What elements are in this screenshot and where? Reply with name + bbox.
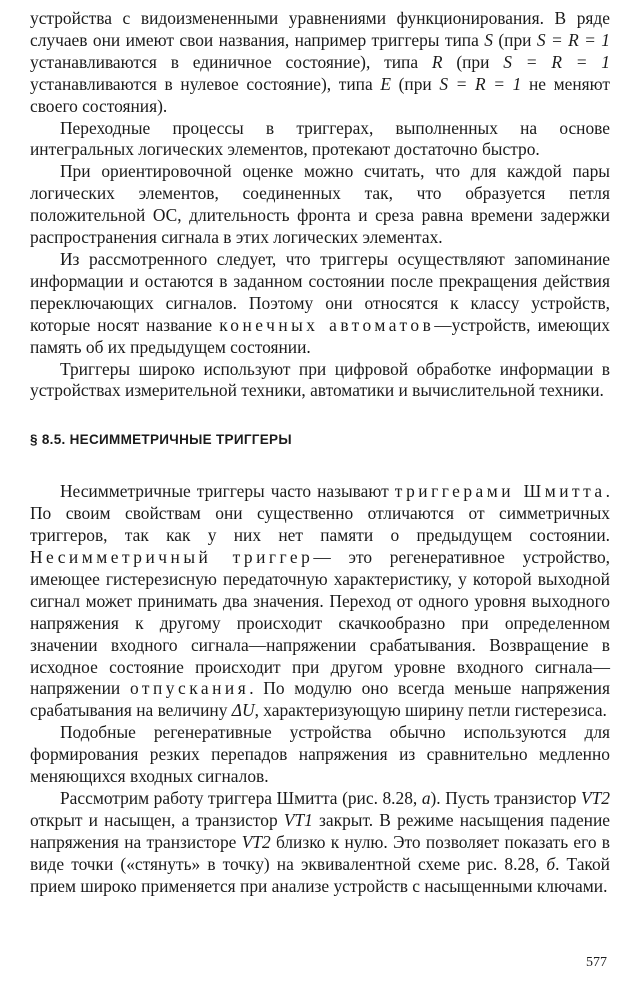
text-run: Рассмотрим работу триггера Шмитта (рис. 8.28, (60, 788, 422, 808)
symbol-delta-u: ΔU (231, 700, 255, 721)
paragraph-applications: Триггеры широко используют при цифровой обработке информации в устройствах измерительной техники, автоматики и вычислительной техники. (30, 358, 610, 401)
symbol-r: R (431, 51, 443, 72)
paragraph-transients: Переходные процессы в триггерах, выполненных на основе интегральных логических элементов, протекают достаточно быстро. (30, 117, 610, 160)
paragraph-memory (30, 249, 610, 359)
equation: S = R = 1 (439, 73, 522, 94)
text-run: —устройств, имеющих память об их предыдущем состоянии. (30, 314, 610, 357)
text-run: устанавливаются в единичное состояние), типа (30, 51, 432, 72)
paragraph-trigger-types (30, 8, 610, 118)
paragraph-regenerative: Подобные регенеративные устройства обычно используются для формирования резких перепадов напряжения из сравнительно медленно меняющихся входных сигналов. (30, 722, 610, 787)
text-run: . Такой прием широко применяется при анализе устройств с насыщенными ключами. (30, 853, 610, 896)
figure-ref: а (421, 788, 431, 808)
term-finite-automata: конечных автоматов (219, 314, 435, 335)
paragraph-schmitt-operation (30, 788, 610, 898)
text-run: , характеризующую ширину петли гистерезиса. (254, 700, 607, 721)
page-number: 577 (586, 955, 607, 970)
text-run: (при (492, 29, 537, 50)
text-run: . По своим свойствам они существенно отличаются от симметричных триггеров, так как у них нет памяти о предыдущем состоянии. (30, 481, 610, 546)
transistor-ref: VT2 (581, 788, 610, 808)
text-run: Несимметричные триггеры часто называют (60, 481, 395, 502)
page-body (30, 8, 610, 898)
term-schmitt-triggers: триггерами Шмитта (394, 481, 606, 502)
text-run: (при (390, 73, 440, 94)
transistor-ref: VT1 (283, 809, 313, 830)
text-run: ). Пусть транзистор (430, 788, 581, 808)
equation: S = R = 1 (503, 51, 611, 72)
text-run: Из рассмотренного следует, что триггеры осуществляют запоминание информации и остаются в заданном состоянии после прекращения действия переключающих сигналов. Поэтому они относятся к классу устройств, которые носят название (30, 248, 610, 335)
text-run: закрыт. В режиме насыщения падение напряжения на транзисторе (30, 809, 611, 852)
text-run: — это регенеративное устройство, имеющее гистерезисную передаточную характеристику, у которой выходной сигнал может принимать два значения. Переход от одного уровня выходного напряжения к другому происходит скачкообразно при определенном значении входного сигнала—напряжении срабатывания. Возвращение в исходное состояние происходит при другом уровне входного сигнала—напряжении (30, 547, 611, 699)
text-run: устройства с видоизмененными уравнениями функционирования. В ряде случаев они имеют свои названия, например триггеры типа (30, 8, 610, 50)
paragraph-estimate: При ориентировочной оценке можно считать, что для каждой пары логических элементов, соединенных так, что образуется петля положительной ОС, длительность фронта и среза равна времени задержки распространения сигнала в этих логических элементах. (30, 161, 610, 248)
text-run: . По модулю оно всегда меньше напряжения срабатывания на величину (30, 678, 610, 721)
term-release: отпускания (129, 678, 250, 699)
symbol-s: S (484, 29, 493, 50)
term-asymmetric-trigger: Несимметричный триггер (30, 547, 314, 568)
section-heading: § 8.5. НЕСИММЕТРИЧНЫЕ ТРИГГЕРЫ (30, 432, 292, 448)
symbol-e: E (380, 73, 391, 94)
text-run: близко к нулю. Это позволяет показать его в виде точки («стянуть» в точку) на эквивалентной схеме рис. 8.28, (30, 831, 610, 874)
transistor-ref: VT2 (241, 831, 271, 852)
equation: S = R = 1 (536, 29, 610, 50)
figure-ref: б (546, 853, 556, 874)
text-run: не меняют своего состояния). (30, 73, 611, 116)
text-run: устанавливаются в нулевое состояние), типа (30, 73, 381, 94)
text-run: (при (442, 51, 504, 72)
paragraph-schmitt-intro (30, 481, 610, 722)
text-run: открыт и насыщен, а транзистор (30, 809, 284, 830)
